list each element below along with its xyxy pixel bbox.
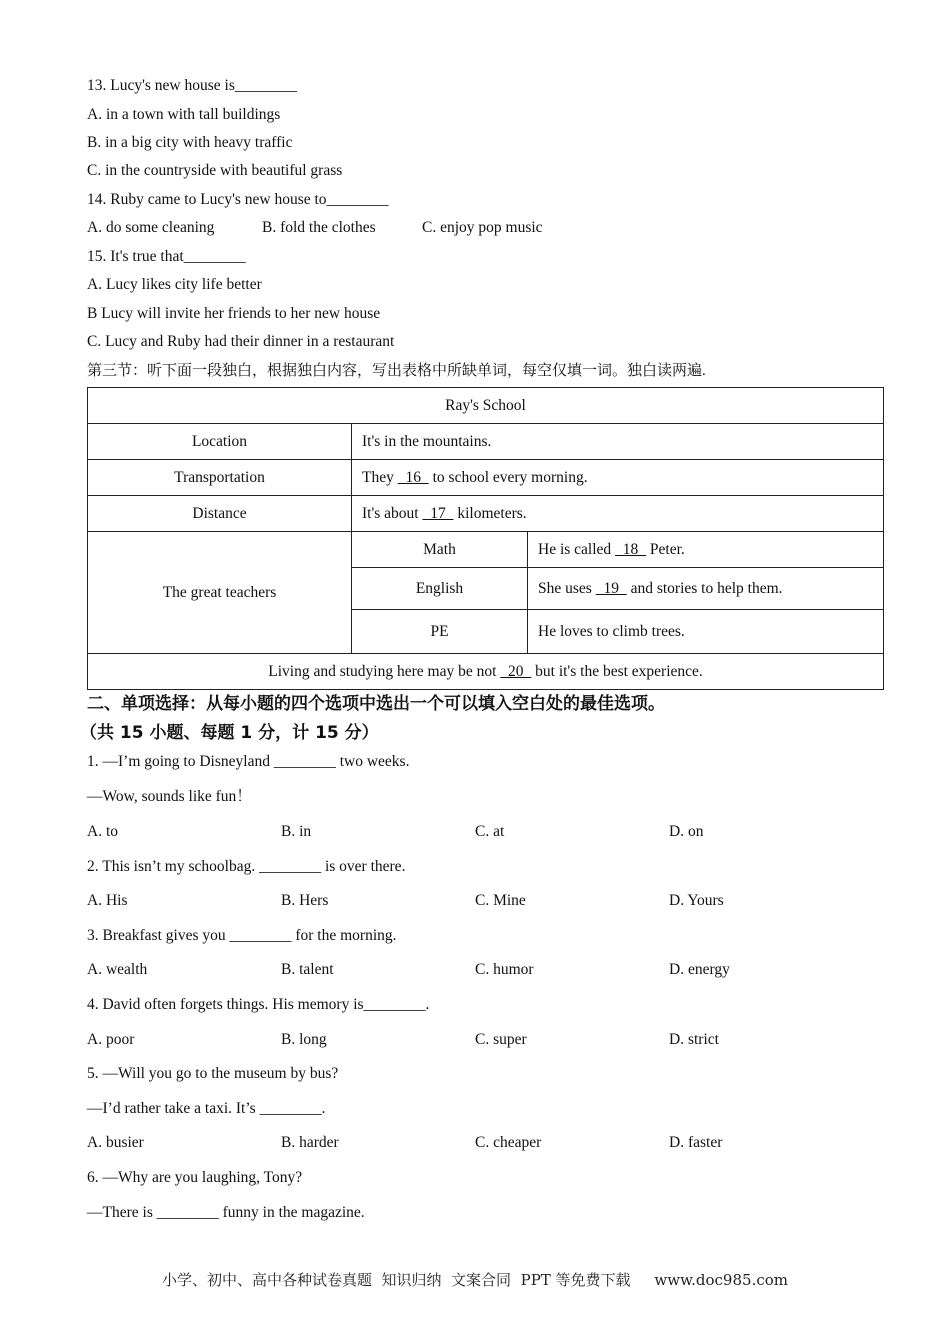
q13-option-b: B. in a big city with heavy traffic	[87, 134, 293, 151]
distance-value: It's about 17 kilometers.	[352, 496, 884, 532]
p2-q1-stem2: —Wow, sounds like fun！	[87, 788, 252, 805]
q15-option-a: A. Lucy likes city life better	[87, 276, 262, 293]
p2-q3-option-b: B. talent	[281, 961, 334, 978]
math-value: He is called 18 Peter.	[528, 532, 884, 568]
p2-q6-stem2: —There is ________ funny in the magazine.	[87, 1204, 365, 1221]
pe-label: PE	[352, 610, 528, 654]
teachers-label: The great teachers	[88, 532, 352, 654]
blank-16[interactable]: 16	[397, 468, 429, 486]
part2-subheading: （共 15 小题、每题 1 分，计 15 分）	[80, 723, 379, 743]
part2-heading: 二、单项选择：从每小题的四个选项中选出一个可以填入空白处的最佳选项。	[87, 694, 665, 714]
p2-q1-option-a: A. to	[87, 823, 118, 840]
q15-stem: 15. It's true that________	[87, 248, 246, 265]
p2-q3-option-d: D. energy	[669, 961, 730, 978]
p2-q5-option-c: C. cheaper	[475, 1134, 542, 1151]
p2-q5-option-d: D. faster	[669, 1134, 723, 1151]
q15-option-b: B Lucy will invite her friends to her new house	[87, 305, 381, 322]
blank-18[interactable]: 18	[615, 540, 647, 558]
p2-q4-option-b: B. long	[281, 1031, 327, 1048]
transportation-value: They 16 to school every morning.	[352, 460, 884, 496]
q14-option-a: A. do some cleaning	[87, 219, 215, 236]
section3-instruction: 第三节：听下面一段独白，根据独白内容，写出表格中所缺单词，每空仅填一词。独白读两遍.	[87, 363, 706, 379]
english-value: She uses 19 and stories to help them.	[528, 568, 884, 610]
p2-q3-option-c: C. humor	[475, 961, 534, 978]
p2-q4-option-a: A. poor	[87, 1031, 135, 1048]
q13-option-a: A. in a town with tall buildings	[87, 106, 281, 123]
q13-option-c: C. in the countryside with beautiful grass	[87, 162, 343, 179]
p2-q4-option-c: C. super	[475, 1031, 527, 1048]
p2-q2-option-d: D. Yours	[669, 892, 724, 909]
p2-q4-stem: 4. David often forgets things. His memory is________.	[87, 996, 430, 1013]
p2-q5-stem2: —I’d rather take a taxi. It’s ________.	[87, 1100, 326, 1117]
p2-q5-option-b: B. harder	[281, 1134, 339, 1151]
pe-value: He loves to climb trees.	[528, 610, 884, 654]
rays-school-table	[87, 387, 884, 690]
p2-q1-option-d: D. on	[669, 823, 704, 840]
p2-q2-stem: 2. This isn’t my schoolbag. ________ is over there.	[87, 858, 406, 875]
q15-option-c: C. Lucy and Ruby had their dinner in a restaurant	[87, 333, 395, 350]
blank-20[interactable]: 20	[500, 662, 532, 680]
p2-q5-option-a: A. busier	[87, 1134, 144, 1151]
location-value: It's in the mountains.	[352, 424, 884, 460]
blank-19[interactable]: 19	[595, 579, 627, 597]
p2-q1-option-b: B. in	[281, 823, 312, 840]
p2-q4-option-d: D. strict	[669, 1031, 719, 1048]
q14-stem: 14. Ruby came to Lucy's new house to________	[87, 191, 389, 208]
p2-q3-option-a: A. wealth	[87, 961, 148, 978]
p2-q2-option-c: C. Mine	[475, 892, 526, 909]
q13-stem: 13. Lucy's new house is________	[87, 77, 297, 94]
p2-q2-option-b: B. Hers	[281, 892, 329, 909]
distance-label: Distance	[88, 496, 352, 532]
p2-q5-stem: 5. —Will you go to the museum by bus?	[87, 1065, 339, 1082]
p2-q1-option-c: C. at	[475, 823, 505, 840]
q14-option-c: C. enjoy pop music	[422, 219, 543, 236]
english-label: English	[352, 568, 528, 610]
table-title: Ray's School	[88, 388, 884, 424]
transportation-label: Transportation	[88, 460, 352, 496]
math-label: Math	[352, 532, 528, 568]
page-footer: 小学、初中、高中各种试卷真题 知识归纳 文案合同 PPT 等免费下载 www.doc985.com	[161, 1271, 788, 1289]
p2-q6-stem: 6. —Why are you laughing, Tony?	[87, 1169, 303, 1186]
table-footer: Living and studying here may be not 20 but it's the best experience.	[88, 654, 884, 690]
q14-option-b: B. fold the clothes	[262, 219, 376, 236]
p2-q2-option-a: A. His	[87, 892, 128, 909]
blank-17[interactable]: 17	[422, 504, 454, 522]
p2-q1-stem: 1. —I’m going to Disneyland ________ two weeks.	[87, 753, 410, 770]
location-label: Location	[88, 424, 352, 460]
p2-q3-stem: 3. Breakfast gives you ________ for the morning.	[87, 927, 397, 944]
